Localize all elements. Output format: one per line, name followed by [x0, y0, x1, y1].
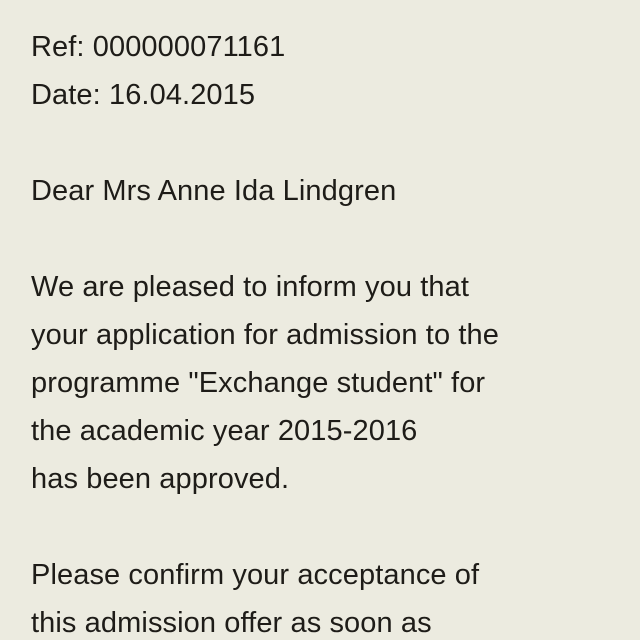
paragraph-line: We are pleased to inform you that [31, 271, 470, 303]
reference-number: Ref: 000000071161 [31, 31, 286, 63]
confirmation-paragraph [31, 551, 620, 640]
letter-date: Date: 16.04.2015 [31, 79, 256, 111]
paragraph-line: has been approved. [31, 463, 290, 495]
paragraph-line: programme "Exchange student" for [31, 367, 486, 399]
paragraph-line: this admission offer as soon as [31, 607, 432, 639]
salutation: Dear Mrs Anne Ida Lindgren [31, 175, 397, 207]
paragraph-line: your application for admission to the [31, 319, 499, 351]
blank-line [31, 215, 620, 263]
blank-line [31, 119, 620, 167]
approval-paragraph [31, 263, 620, 503]
paragraph-line: the academic year 2015-2016 [31, 415, 418, 447]
letter-body [31, 23, 620, 640]
blank-line [31, 503, 620, 551]
paragraph-line: Please confirm your acceptance of [31, 559, 480, 591]
